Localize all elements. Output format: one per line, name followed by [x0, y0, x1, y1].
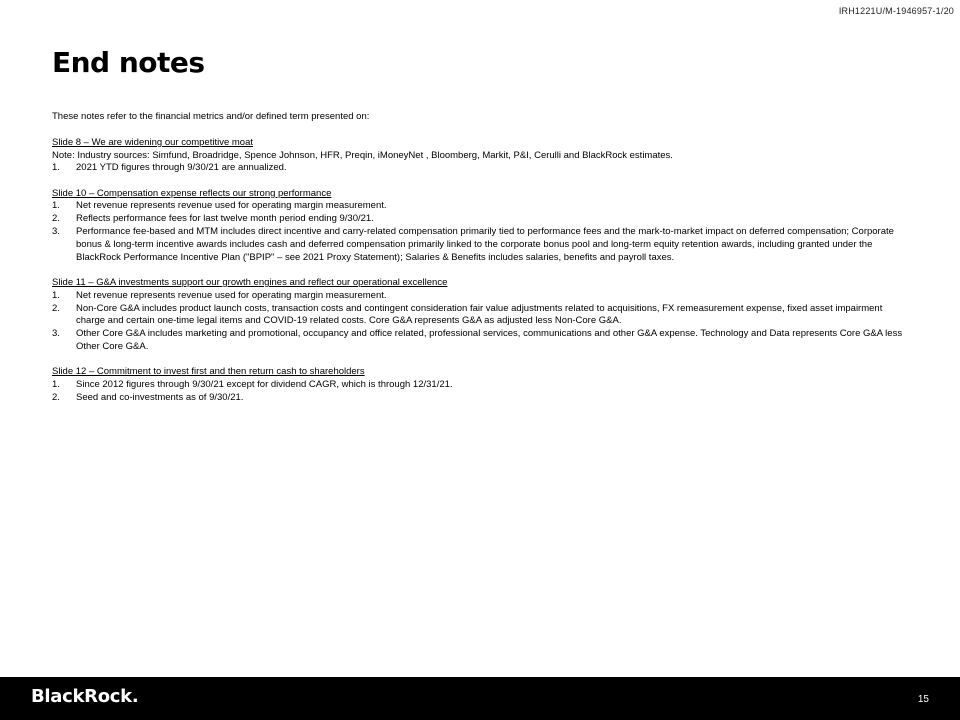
item-number: 1. [52, 289, 60, 301]
list-item [52, 226, 908, 264]
blackrock-logo: BlackRock. [31, 686, 139, 707]
list-item [52, 290, 908, 303]
list-item [52, 213, 908, 226]
page-title: End notes [52, 46, 205, 79]
note-list [52, 290, 908, 354]
item-text: Since 2012 figures through 9/30/21 except for dividend CAGR, which is through 12/31/21. [76, 379, 453, 391]
list-item [52, 162, 908, 175]
item-number: 1. [52, 200, 60, 212]
item-text: Reflects performance fees for last twelve month period ending 9/30/21. [76, 213, 374, 225]
note-list [52, 162, 908, 175]
item-number: 1. [52, 162, 60, 174]
section-slide-10 [52, 188, 908, 265]
list-item [52, 392, 908, 405]
item-text: Net revenue represents revenue used for operating margin measurement. [76, 200, 387, 212]
section-note: Note: Industry sources: Simfund, Broadridge, Spence Johnson, HFR, Preqin, iMoneyNet , Bloomberg, Markit, P&I, Cerulli and BlackRock estimates. [52, 149, 673, 161]
list-item [52, 200, 908, 213]
section-heading: Slide 8 – We are widening our competitive moat [52, 136, 254, 148]
item-number: 2. [52, 391, 60, 403]
section-heading: Slide 11 – G&A investments support our growth engines and reflect our operational excellence [52, 276, 448, 288]
item-text: Net revenue represents revenue used for operating margin measurement. [76, 289, 387, 301]
item-text: Performance fee-based and MTM includes direct incentive and carry-related compensation primarily tied to performance fees and the mark-to-market impact on deferred compensation; Corporate bonus & long-term incentive awards includes cash and deferred compensation primarily linked to the corporate bonus pool and long-term equity retention awards, including granted under the BlackRock Performance Incentive Plan ("BPIP" – see 2021 Proxy Statement); Salaries & Benefits includes salaries, benefits and payroll taxes. [76, 226, 894, 263]
note-list [52, 379, 908, 405]
intro-text: These notes refer to the financial metrics and/or defined term presented on: [52, 111, 370, 122]
doc-code: IRH1221U/M-1946957-1/20 [838, 6, 954, 16]
list-item [52, 303, 908, 329]
item-text: Non-Core G&A includes product launch costs, transaction costs and contingent consideration fair value adjustments related to acquisitions, FX remeasurement expense, fixed asset impairment charge and certain one-time legal items and COVID-19 related costs. Core G&A represents G&A as adjusted less Non-Core G&A. [76, 302, 883, 327]
section-heading: Slide 10 – Compensation expense reflects our strong performance [52, 187, 332, 199]
item-number: 3. [52, 328, 60, 340]
page-number: 15 [917, 694, 929, 705]
item-number: 3. [52, 226, 60, 238]
item-text: 2021 YTD figures through 9/30/21 are annualized. [76, 162, 287, 174]
section-slide-11 [52, 277, 908, 354]
list-item [52, 328, 908, 354]
item-number: 1. [52, 379, 60, 391]
section-slide-8 [52, 137, 908, 175]
list-item [52, 379, 908, 392]
notes-content [52, 111, 908, 417]
section-slide-12 [52, 366, 908, 404]
item-text: Seed and co-investments as of 9/30/21. [76, 391, 244, 403]
item-text: Other Core G&A includes marketing and promotional, occupancy and office related, professional services, communications and other G&A expense. Technology and Data represents Core G&A less Other Core G&A. [76, 328, 903, 352]
footer-bar [0, 677, 960, 720]
section-heading: Slide 12 – Commitment to invest first and then return cash to shareholders [52, 366, 365, 378]
item-number: 2. [52, 302, 60, 314]
note-list [52, 200, 908, 264]
item-number: 2. [52, 213, 60, 225]
